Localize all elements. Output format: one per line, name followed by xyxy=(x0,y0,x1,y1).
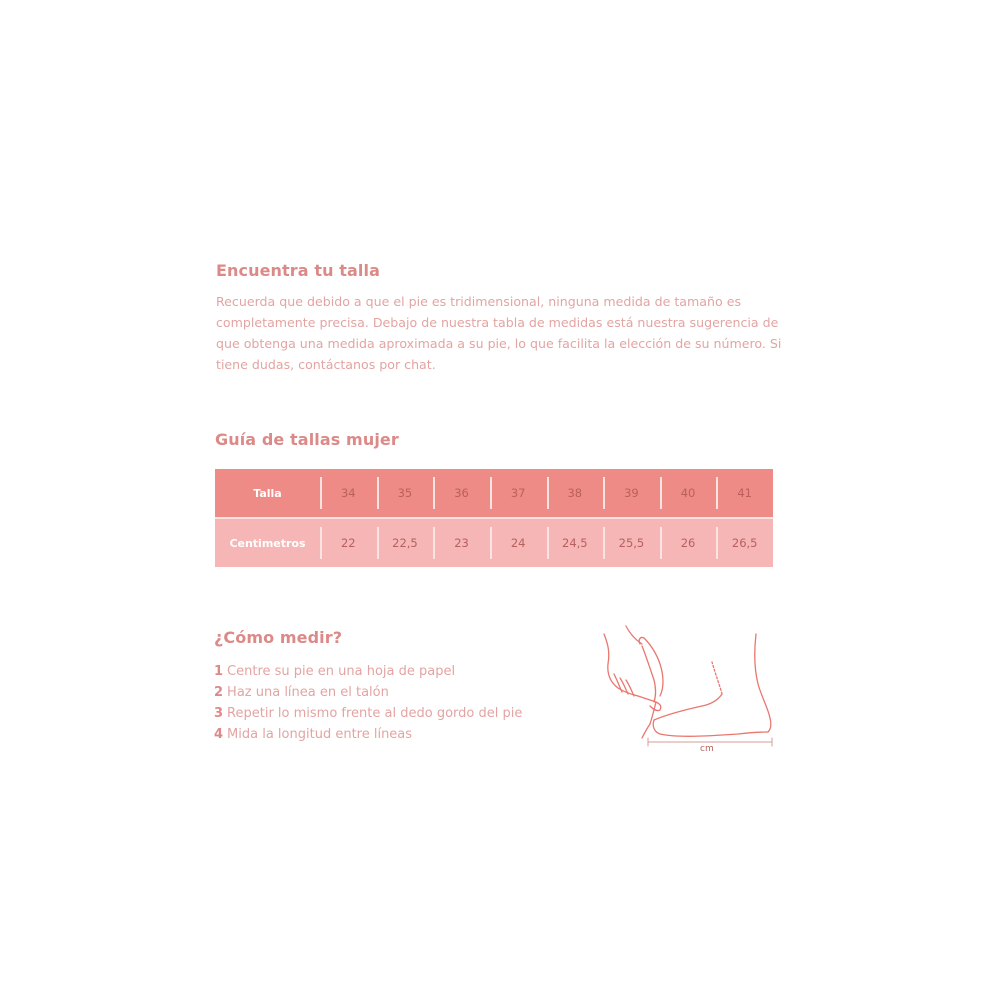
cm-cell: 22,5 xyxy=(377,518,434,567)
list-item xyxy=(214,661,522,682)
table-row-sizes xyxy=(215,469,773,518)
cm-cell: 25,5 xyxy=(603,518,660,567)
size-cell: 37 xyxy=(490,469,547,518)
step-number: 3 xyxy=(214,706,224,721)
row-label-centimeters: Centimetros xyxy=(215,518,320,567)
step-text: Repetir lo mismo frente al dedo gordo del pie xyxy=(227,706,523,721)
step-text: Mida la longitud entre líneas xyxy=(227,727,413,742)
list-item xyxy=(214,703,522,724)
cm-cell: 23 xyxy=(433,518,490,567)
cm-cell: 26,5 xyxy=(716,518,773,567)
find-size-title: Encuentra tu talla xyxy=(216,261,380,280)
size-guide-table xyxy=(215,469,773,567)
list-item xyxy=(214,724,522,745)
step-number: 2 xyxy=(214,685,224,700)
foot-measure-icon xyxy=(598,622,778,757)
find-size-description: Recuerda que debido a que el pie es tridimensional, ninguna medida de tamaño es completamente precisa. Debajo de nuestra tabla de medidas está nuestra sugerencia de que obtenga una medida aproximada a su pie, lo que facilita la elección de su número. Si tiene dudas, contáctanos por chat. xyxy=(216,294,782,372)
cm-cell: 22 xyxy=(320,518,377,567)
size-cell: 36 xyxy=(433,469,490,518)
size-guide-title: Guía de tallas mujer xyxy=(215,430,399,449)
cm-cell: 26 xyxy=(660,518,717,567)
size-cell: 41 xyxy=(716,469,773,518)
row-label-size: Talla xyxy=(215,469,320,518)
cm-cell: 24,5 xyxy=(547,518,604,567)
cm-cell: 24 xyxy=(490,518,547,567)
table-row-centimeters xyxy=(215,518,773,567)
step-number: 1 xyxy=(214,664,224,679)
size-cell: 39 xyxy=(603,469,660,518)
size-cell: 34 xyxy=(320,469,377,518)
step-text: Centre su pie en una hoja de papel xyxy=(227,664,456,679)
size-cell: 38 xyxy=(547,469,604,518)
size-cell: 40 xyxy=(660,469,717,518)
step-text: Haz una línea en el talón xyxy=(227,685,389,700)
measure-steps-list xyxy=(214,661,522,745)
size-cell: 35 xyxy=(377,469,434,518)
unit-label: cm xyxy=(700,744,714,754)
how-to-measure-title: ¿Cómo medir? xyxy=(214,628,343,647)
step-number: 4 xyxy=(214,727,224,742)
list-item xyxy=(214,682,522,703)
